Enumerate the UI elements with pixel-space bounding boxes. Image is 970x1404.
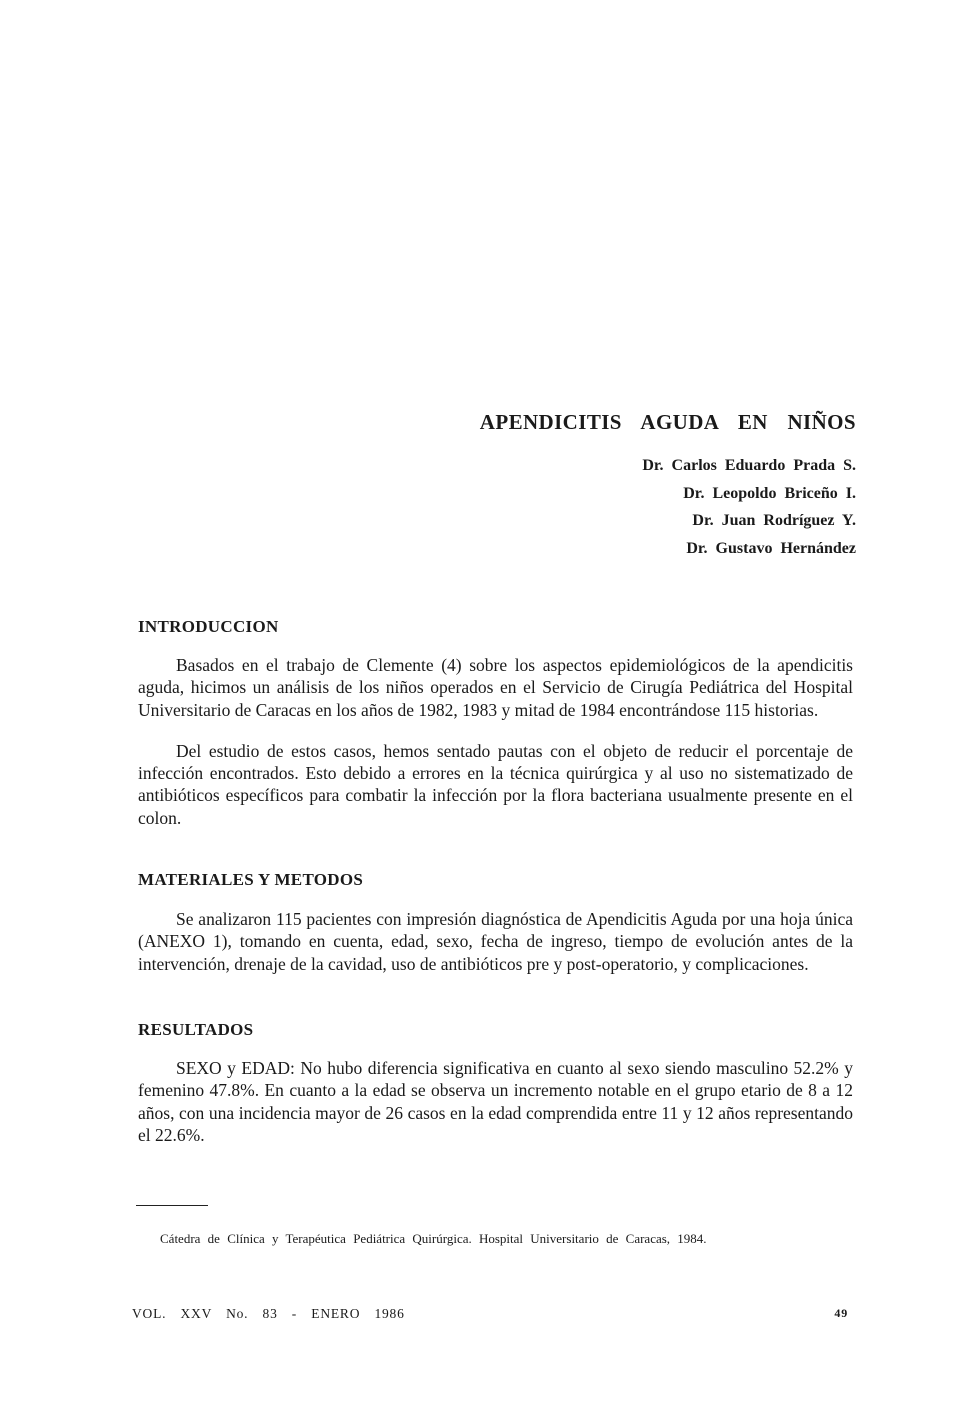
paragraph: SEXO y EDAD: No hubo diferencia significativa en cuanto al sexo siendo masculino 52.2% y femenino 47.8%. En cuanto a la edad se observa un incremento notable en el grupo etario de 8 a 12 años, con una incidencia mayor de 26 casos en la edad comprendida entre 11 y 12 años representando el 22.6%. xyxy=(138,1058,853,1145)
author-name: Dr. Leopoldo Briceño I. xyxy=(683,484,856,502)
section-body-introduccion xyxy=(138,654,853,829)
footnote-divider xyxy=(136,1205,208,1206)
footnote: Cátedra de Clínica y Terapéutica Pediátrica Quirúrgica. Hospital Universitario de Caracas, 1984. xyxy=(160,1231,707,1246)
page-footer xyxy=(132,1306,848,1322)
paragraph: Basados en el trabajo de Clemente (4) sobre los aspectos epidemiológicos de la apendicitis aguda, hicimos un análisis de los niños operados en el Servicio de Cirugía Pediátrica del Hospital Universitario de Caracas en los años de 1982, 1983 y mitad de 1984 encontrándose 115 historias. xyxy=(138,655,853,720)
author-list xyxy=(642,452,856,562)
page-number: 49 xyxy=(834,1306,848,1320)
section-heading-introduccion: INTRODUCCION xyxy=(138,617,279,636)
author-name: Dr. Juan Rodríguez Y. xyxy=(692,512,856,529)
paragraph: Se analizaron 115 pacientes con impresión diagnóstica de Apendicitis Aguda por una hoja única (ANEXO 1), tomando en cuenta, edad, sexo, fecha de ingreso, tiempo de evolución antes de la intervención, drenaje de la cavidad, uso de antibióticos pre y post-operatorio, y complicaciones. xyxy=(138,909,853,974)
section-heading-materiales: MATERIALES Y METODOS xyxy=(138,870,364,889)
paragraph: Del estudio de estos casos, hemos sentado pautas con el objeto de reducir el porcentaje de infección encontrados. Esto debido a errores en la técnica quirúrgica y al uso no sistematizado de antibióticos específicos para combatir la infección por la flora bacteriana usualmente presente en el colon. xyxy=(138,740,853,828)
section-body-materiales xyxy=(138,908,853,975)
author-name: Dr. Carlos Eduardo Prada S. xyxy=(642,457,856,474)
section-heading-resultados: RESULTADOS xyxy=(138,1020,254,1039)
article-title: APENDICITIS AGUDA EN NIÑOS xyxy=(479,410,856,434)
section-body-resultados xyxy=(138,1057,853,1146)
author-name: Dr. Gustavo Hernández xyxy=(686,539,856,557)
journal-volume-info: VOL. XXV No. 83 - ENERO 1986 xyxy=(132,1306,405,1321)
